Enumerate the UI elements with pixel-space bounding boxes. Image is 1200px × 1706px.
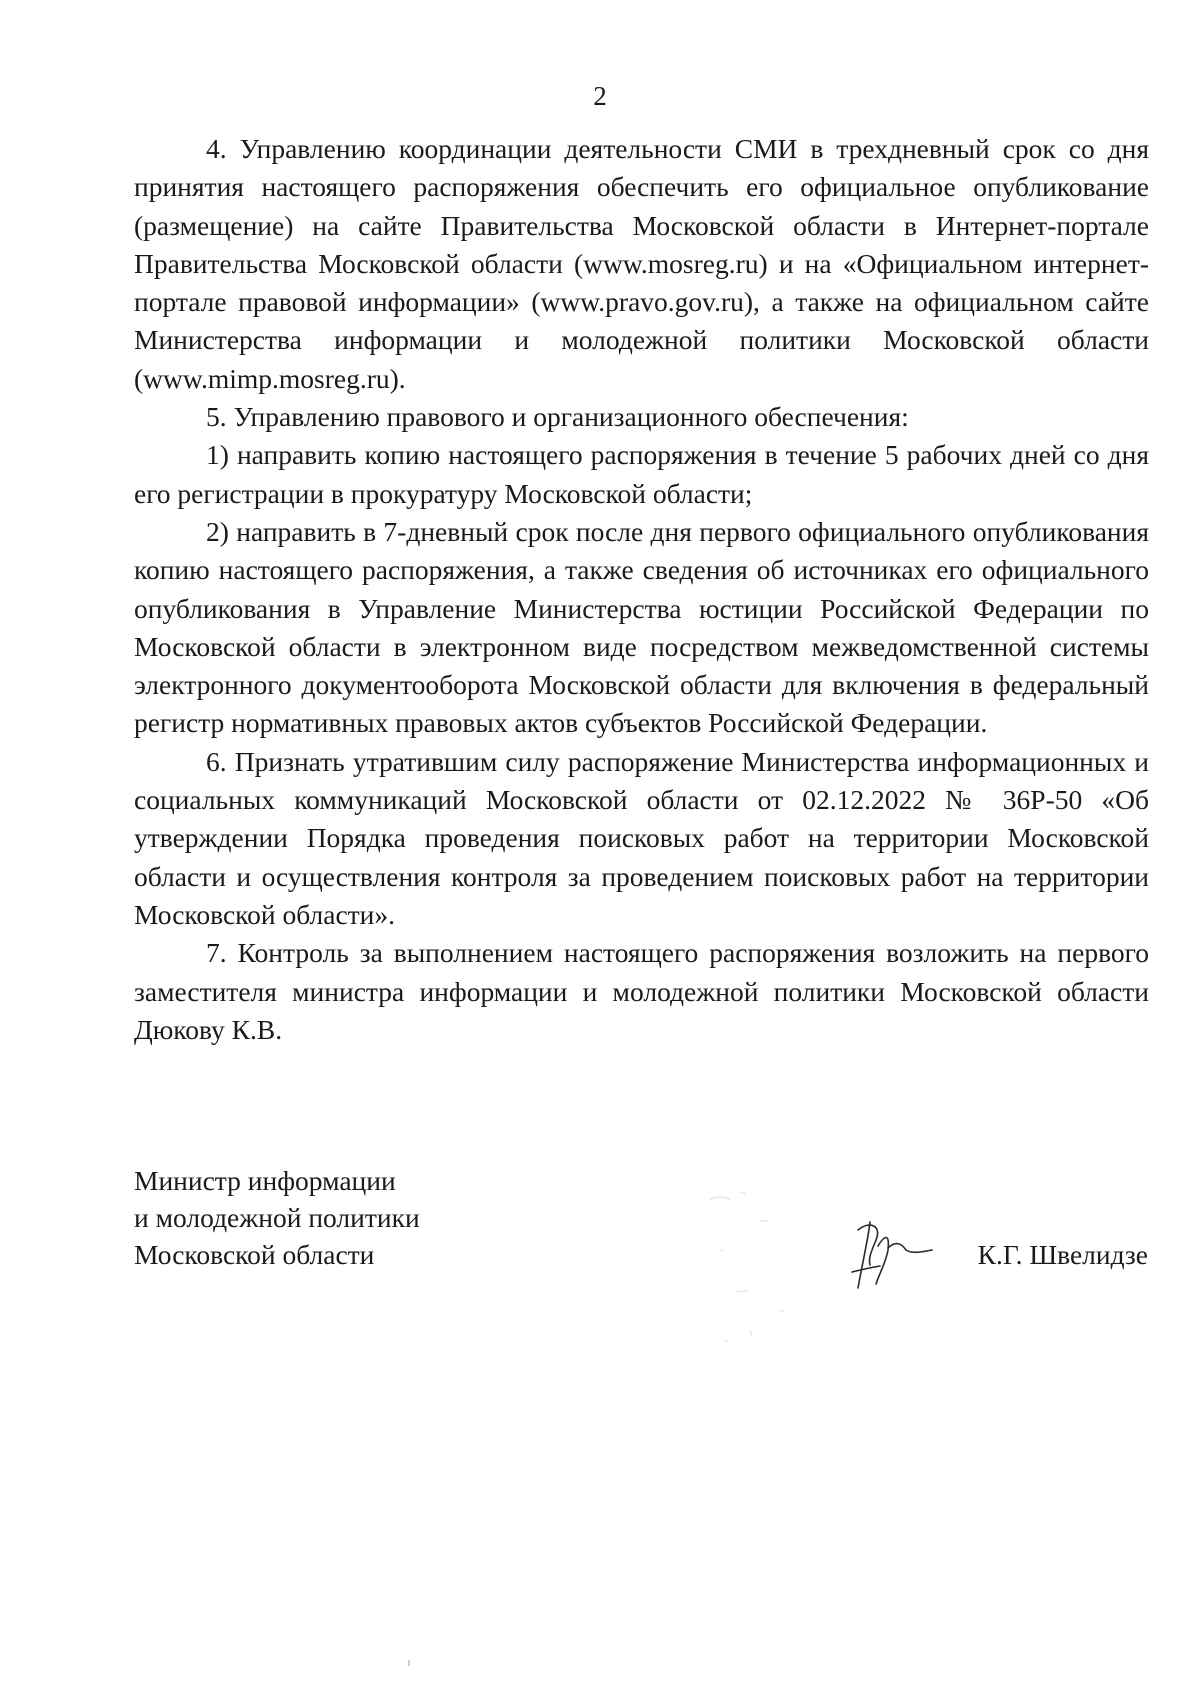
scan-speck (408, 1660, 410, 1666)
signatory-title-line: Министр информации (134, 1165, 396, 1196)
paragraph-item-6: 6. Признать утратившим силу распоряжение Министерства информационных и социальных коммуникаций Московской области от 02.12.2022 № 36Р-50 «Об утверждении Порядка проведения поисковых работ на территории Московской области и осуществления контроля за проведением поисковых работ на территории Московской области». (134, 745, 1149, 930)
paragraph-item-7: 7. Контроль за выполнением настоящего распоряжения возложить на первого заместителя министра информации и молодежной политики Московской области Дюкову К.В. (134, 937, 1149, 1045)
signatory-name: К.Г. Швелидзе (977, 1239, 1148, 1270)
paragraph-item-5-2: 2) направить в 7-дневный срок после дня первого официального опубликования копию настоящего распоряжения, а также сведения об источниках его официального опубликования в Управление Министерства юстиции Российской Федерации по Московской области в электронном виде посредством межведомственной системы электронного документооборота Московской области для включения в федеральный регистр нормативных правовых актов субъектов Российской Федерации. (134, 515, 1149, 739)
handwritten-signature (840, 1210, 940, 1300)
faint-stamp-imprint (700, 1180, 850, 1350)
paragraph-item-5-1: 1) направить копию настоящего распоряжения в течение 5 рабочих дней со дня его регистрации в прокуратуру Московской области; (134, 439, 1149, 509)
paragraph-item-4: 4. Управлению координации деятельности СМИ в трехдневный срок со дня принятия настоящего распоряжения обеспечить его официальное опубликование (размещение) на сайте Правительства Московской области в Интернет-портале Правительства Московской области (www.mosreg.ru) и на «Официальном интернет-портале правовой информации» (www.pravo.gov.ru), а также на официальном сайте Министерства информации и молодежной политики Московской области (www.mimp.mosreg.ru). (134, 133, 1149, 394)
signatory-title-line: и молодежной политики (134, 1202, 420, 1233)
document-body (134, 130, 1149, 1049)
signatory-title (134, 1162, 420, 1273)
signatory-title-line: Московской области (134, 1239, 375, 1270)
page-number: 2 (593, 81, 607, 111)
paragraph-item-5: 5. Управлению правового и организационного обеспечения: (206, 401, 909, 433)
